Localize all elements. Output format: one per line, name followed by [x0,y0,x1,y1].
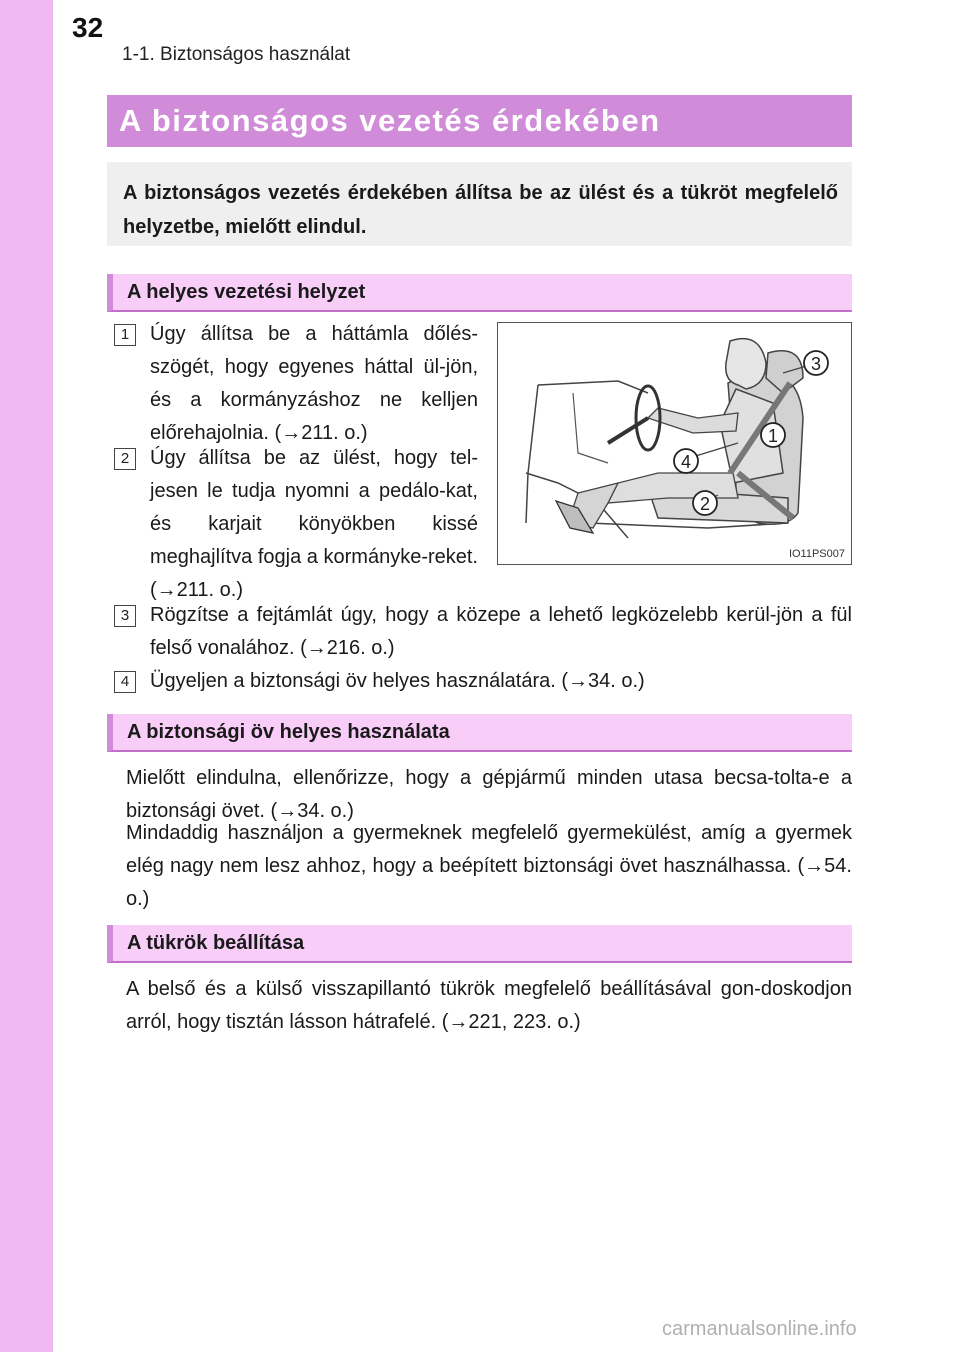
intro-box [107,162,852,246]
page-title: A biztonságos vezetés érdekében [107,95,852,147]
callout-4 [674,449,698,473]
section-heading-driving-position [107,274,852,312]
item-number-badge: 4 [114,671,136,693]
callout-2 [693,491,717,515]
driver-seat-drawing [498,323,850,563]
svg-text:3: 3 [810,354,822,374]
driving-position-illustration [497,322,852,565]
svg-text:4: 4 [680,452,692,472]
seatbelt-paragraph-2: Mindaddig használjon a gyermeknek megfelelő gyermekülést, amíg a gyermek elég nagy nem lesz ahhoz, hogy a beépített biztonsági övet használhassa. (→54. o.) [126,822,852,910]
mirrors-paragraph: A belső és a külső visszapillantó tükrök megfelelő beállításával gon-doskodjon arról, hogy tisztán lásson hátrafelé. (→221, 223. o.) [126,978,852,1033]
item-number-badge: 2 [114,448,136,470]
section-heading-label: A tükrök beállítása [127,932,305,954]
watermark: carmanualsonline.info [662,1318,857,1340]
intro-text: A biztonságos vezetés érdekében állítsa be az ülést és a tükröt megfelelő helyzetbe, mielőtt elindul. [123,182,838,238]
callout-3 [804,351,828,375]
callout-1 [761,423,785,447]
section-heading-mirrors [107,925,852,963]
svg-text:1: 1 [767,426,779,446]
seatbelt-paragraph-1: Mielőtt elindulna, ellenőrizze, hogy a gépjármű minden utasa becsa-tolta-e a biztonsági övet. (→34. o.) [126,767,852,822]
section-heading-seatbelt [107,714,852,752]
item-number-badge: 3 [114,605,136,627]
side-tab-strip [0,0,53,1352]
list-item: Ügyeljen a biztonsági öv helyes használatára. (→34. o.) [150,670,645,692]
item-number-badge: 1 [114,324,136,346]
svg-text:2: 2 [699,494,711,514]
section-heading-label: A helyes vezetési helyzet [127,281,366,303]
page-number: 32 [72,12,104,43]
chapter-header: 1-1. Biztonságos használat [122,44,351,65]
list-item: Úgy állítsa be a háttámla dőlés-szögét, hogy egyenes háttal ül-jön, és a kormányzáshoz ne kelljen előrehajolnia. (→211. o.) [150,323,478,444]
list-item: Úgy állítsa be az ülést, hogy tel-jesen le tudja nyomni a pedálo-kat, és karjait könyökben kissé meghajlítva fogja a kormányke-reket. (→211. o.) [150,447,478,601]
figure-code: IO11PS007 [788,548,845,560]
section-heading-label: A biztonsági öv helyes használata [127,721,450,743]
list-item: Rögzítse a fejtámlát úgy, hogy a közepe a lehető legközelebb kerül-jön a fül felső vonalához. (→216. o.) [150,604,852,659]
